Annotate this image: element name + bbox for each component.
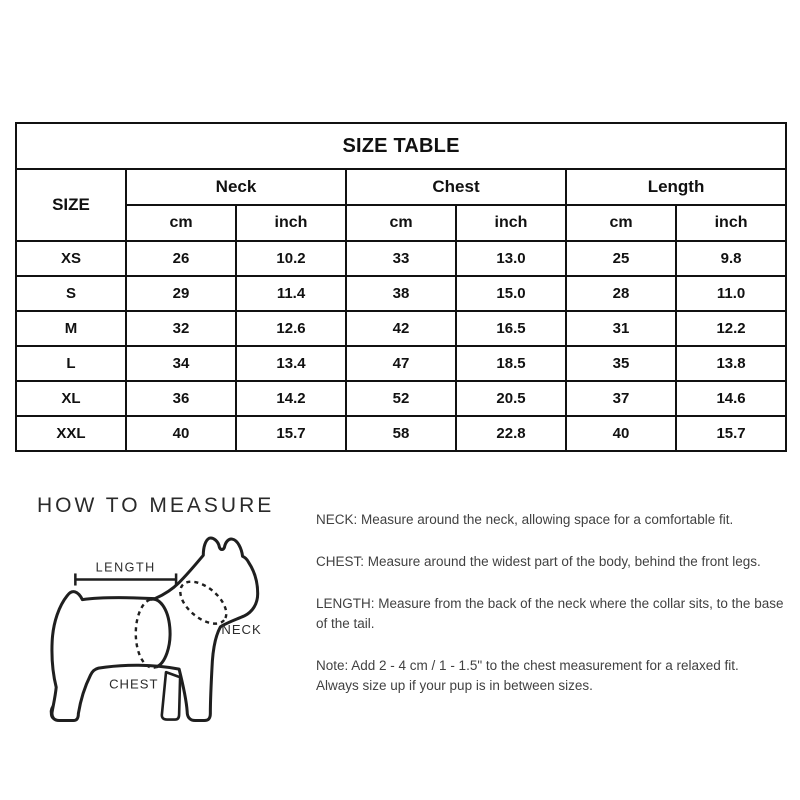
- length-label: LENGTH: [95, 560, 156, 575]
- value-cell: 13.0: [456, 241, 566, 276]
- value-cell: 15.7: [236, 416, 346, 451]
- value-cell: 32: [126, 311, 236, 346]
- value-cell: 47: [346, 346, 456, 381]
- value-cell: 28: [566, 276, 676, 311]
- value-cell: 40: [566, 416, 676, 451]
- unit-header: inch: [456, 205, 566, 241]
- table-row: [16, 241, 786, 276]
- size-cell: XXL: [16, 416, 126, 451]
- value-cell: 33: [346, 241, 456, 276]
- unit-header: inch: [676, 205, 786, 241]
- value-cell: 14.6: [676, 381, 786, 416]
- size-cell: XS: [16, 241, 126, 276]
- table-row: [16, 381, 786, 416]
- value-cell: 13.8: [676, 346, 786, 381]
- value-cell: 15.0: [456, 276, 566, 311]
- value-cell: 36: [126, 381, 236, 416]
- value-cell: 10.2: [236, 241, 346, 276]
- size-cell: M: [16, 311, 126, 346]
- value-cell: 9.8: [676, 241, 786, 276]
- size-table-title: SIZE TABLE: [16, 123, 786, 169]
- size-table: [15, 122, 787, 452]
- neck-group-header: Neck: [126, 169, 346, 205]
- table-row: [16, 346, 786, 381]
- value-cell: 35: [566, 346, 676, 381]
- value-cell: 20.5: [456, 381, 566, 416]
- value-cell: 11.0: [676, 276, 786, 311]
- value-cell: 31: [566, 311, 676, 346]
- table-title-row: [16, 123, 786, 169]
- value-cell: 58: [346, 416, 456, 451]
- value-cell: 12.6: [236, 311, 346, 346]
- value-cell: 42: [346, 311, 456, 346]
- dog-far-front-leg: [162, 672, 180, 719]
- table-group-header-row: [16, 169, 786, 205]
- unit-header: cm: [566, 205, 676, 241]
- value-cell: 11.4: [236, 276, 346, 311]
- value-cell: 29: [126, 276, 236, 311]
- value-cell: 12.2: [676, 311, 786, 346]
- length-group-header: Length: [566, 169, 786, 205]
- value-cell: 18.5: [456, 346, 566, 381]
- size-column-header: SIZE: [16, 169, 126, 241]
- table-row: [16, 311, 786, 346]
- sizing-note: Note: Add 2 - 4 cm / 1 - 1.5" to the chest measurement for a relaxed fit. Always size up if your pup is in between sizes.: [316, 658, 739, 693]
- table-unit-header-row: [16, 205, 786, 241]
- chest-group-header: Chest: [346, 169, 566, 205]
- chest-instruction: CHEST: Measure around the widest part of the body, behind the front legs.: [316, 554, 761, 569]
- measuring-instructions: [316, 510, 784, 718]
- value-cell: 26: [126, 241, 236, 276]
- value-cell: 34: [126, 346, 236, 381]
- length-instruction: LENGTH: Measure from the back of the neck where the collar sits, to the base of the tail.: [316, 596, 784, 631]
- value-cell: 14.2: [236, 381, 346, 416]
- size-cell: XL: [16, 381, 126, 416]
- unit-header: cm: [346, 205, 456, 241]
- value-cell: 16.5: [456, 311, 566, 346]
- chest-label: CHEST: [109, 676, 159, 692]
- neck-label: NECK: [221, 621, 262, 637]
- size-cell: L: [16, 346, 126, 381]
- value-cell: 40: [126, 416, 236, 451]
- value-cell: 15.7: [676, 416, 786, 451]
- how-to-measure-heading: HOW TO MEASURE: [37, 494, 275, 517]
- value-cell: 38: [346, 276, 456, 311]
- value-cell: 25: [566, 241, 676, 276]
- size-cell: S: [16, 276, 126, 311]
- value-cell: 37: [566, 381, 676, 416]
- dog-measurement-diagram: [28, 528, 300, 770]
- unit-header: cm: [126, 205, 236, 241]
- value-cell: 52: [346, 381, 456, 416]
- table-row: [16, 276, 786, 311]
- neck-instruction: NECK: Measure around the neck, allowing space for a comfortable fit.: [316, 512, 734, 527]
- value-cell: 13.4: [236, 346, 346, 381]
- unit-header: inch: [236, 205, 346, 241]
- table-row: [16, 416, 786, 451]
- value-cell: 22.8: [456, 416, 566, 451]
